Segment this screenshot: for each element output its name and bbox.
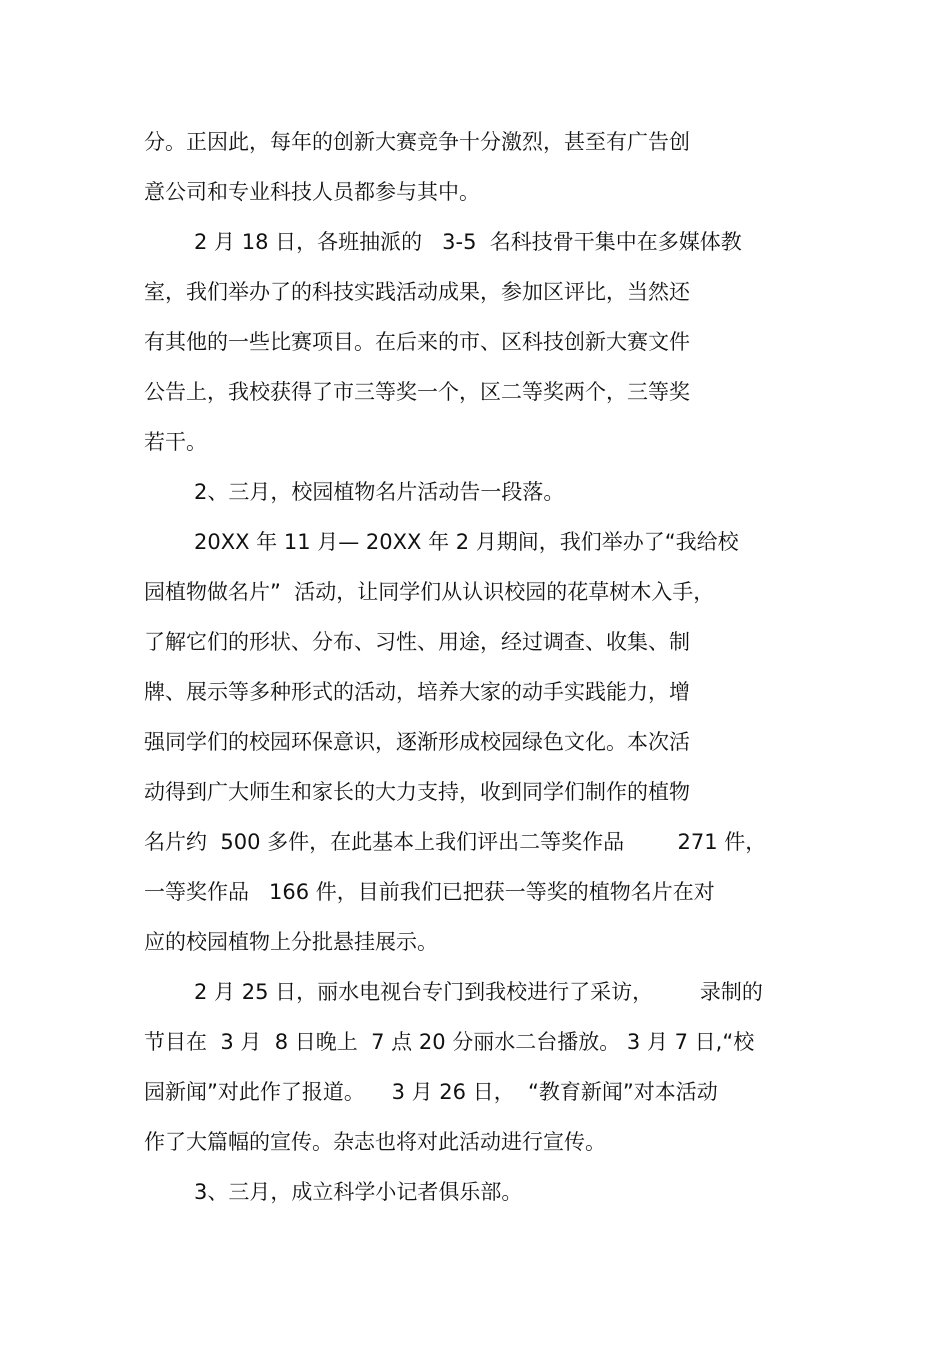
text-line: 应的校园植物上分批悬挂展示。 [144, 930, 438, 954]
text-line: 意公司和专业科技人员都参与其中。 [144, 180, 480, 204]
text-line: 牌、展示等多种形式的活动，培养大家的动手实践能力，增 [144, 680, 690, 704]
text-line: 室，我们举办了的科技实践活动成果，参加区评比，当然还 [144, 280, 690, 304]
text-line: 2、三月，校园植物名片活动告一段落。 [194, 480, 565, 504]
text-line: 3、三月，成立科学小记者俱乐部。 [194, 1180, 523, 1204]
text-line: 20XX 年 11 月— 20XX 年 2 月期间，我们举办了“我给校 [194, 530, 739, 554]
text-line: 名片约 500 多件，在此基本上我们评出二等奖作品 271 件， [144, 830, 767, 854]
text-line: 了解它们的形状、分布、习性、用途，经过调查、收集、制 [144, 630, 690, 654]
text-line: 动得到广大师生和家长的大力支持，收到同学们制作的植物 [144, 780, 690, 804]
text-line: 分。正因此，每年的创新大赛竞争十分激烈，甚至有广告创 [144, 130, 690, 154]
text-line: 2 月 25 日，丽水电视台专门到我校进行了采访， 录制的 [194, 980, 763, 1004]
text-line: 园植物做名片” 活动，让同学们从认识校园的花草树木入手， [144, 580, 715, 604]
text-line: 强同学们的校园环保意识，逐渐形成校园绿色文化。本次活 [144, 730, 690, 754]
text-line: 有其他的一些比赛项目。在后来的市、区科技创新大赛文件 [144, 330, 690, 354]
text-line: 2 月 18 日，各班抽派的 3-5 名科技骨干集中在多媒体教 [194, 230, 742, 254]
text-line: 节目在 3 月 8 日晚上 7 点 20 分丽水二台播放。 3 月 7 日,“校 [144, 1030, 755, 1054]
text-line: 作了大篇幅的宣传。杂志也将对此活动进行宣传。 [144, 1130, 606, 1154]
text-line: 公告上，我校获得了市三等奖一个，区二等奖两个，三等奖 [144, 380, 690, 404]
text-line: 一等奖作品 166 件，目前我们已把获一等奖的植物名片在对 [144, 880, 715, 904]
text-line: 若干。 [144, 430, 207, 454]
text-line: 园新闻”对此作了报道。 3 月 26 日， “教育新闻”对本活动 [144, 1080, 718, 1104]
